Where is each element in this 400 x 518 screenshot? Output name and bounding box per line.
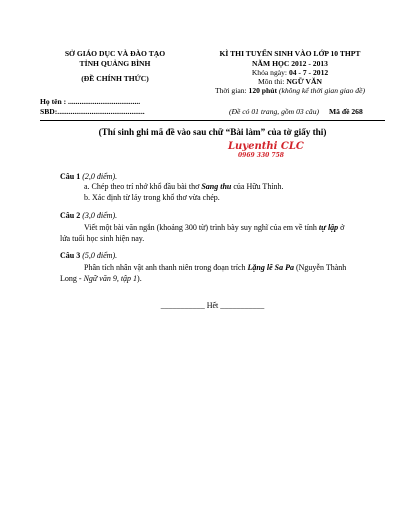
school-year: NĂM HỌC 2012 - 2013: [252, 59, 328, 68]
question-3-heading: Câu 3 (5,0 điểm).: [60, 251, 118, 260]
exam-title: KÌ THI TUYỂN SINH VÀO LỚP 10 THPT: [219, 49, 361, 58]
end-marker: ___________ Hết ___________: [160, 301, 265, 310]
subject-line: Môn thi: NGỮ VĂN: [258, 77, 322, 86]
department-name: SỞ GIÁO DỤC VÀ ĐÀO TẠO: [64, 49, 166, 58]
province-name: TỈNH QUẢNG BÌNH: [79, 59, 151, 68]
stamp-phone: 0969 330 758: [238, 152, 284, 159]
question-1-part-b: b. Xác định từ láy trong khổ thơ vừa chép.: [84, 193, 220, 202]
exam-code: Mã đề 268: [329, 107, 363, 116]
official-label: (ĐỀ CHÍNH THỨC): [81, 74, 149, 83]
header-divider: [40, 120, 385, 121]
question-1-part-a: a. Chép theo trí nhớ khổ đầu bài thơ Sang thu của Hữu Thỉnh.: [84, 182, 284, 191]
time-line: Thời gian: 120 phút (không kể thời gian giao đề): [214, 86, 366, 95]
question-1-heading: Câu 1 (2,0 điểm).: [60, 172, 118, 181]
candidate-sbd-field: SBD:..............................................: [40, 107, 145, 116]
stamp-logo: Luyenthi CLC: [228, 141, 304, 152]
candidate-name-field: Họ tên : ......................................: [40, 97, 141, 106]
question-2-line-1: Viết một bài văn ngắn (khoảng 300 từ) trình bày suy nghĩ của em về tính tự lập ở: [84, 223, 345, 232]
question-3-line-2: Long - Ngữ văn 9, tập 1).: [60, 274, 142, 283]
instruction: (Thí sinh ghi mã đề vào sau chữ “Bài làm” của tờ giấy thi): [98, 127, 327, 137]
question-3-line-1: Phân tích nhân vật anh thanh niên trong đoạn trích Lặng lẽ Sa Pa (Nguyễn Thành: [84, 263, 347, 272]
exam-date: Khóa ngày: 04 - 7 - 2012: [251, 68, 329, 77]
question-2-line-2: lứa tuổi học sinh hiện nay.: [60, 234, 145, 243]
pages-note: (Đề có 01 trang, gồm 03 câu): [229, 107, 320, 116]
question-2-heading: Câu 2 (3,0 điểm).: [60, 211, 118, 220]
